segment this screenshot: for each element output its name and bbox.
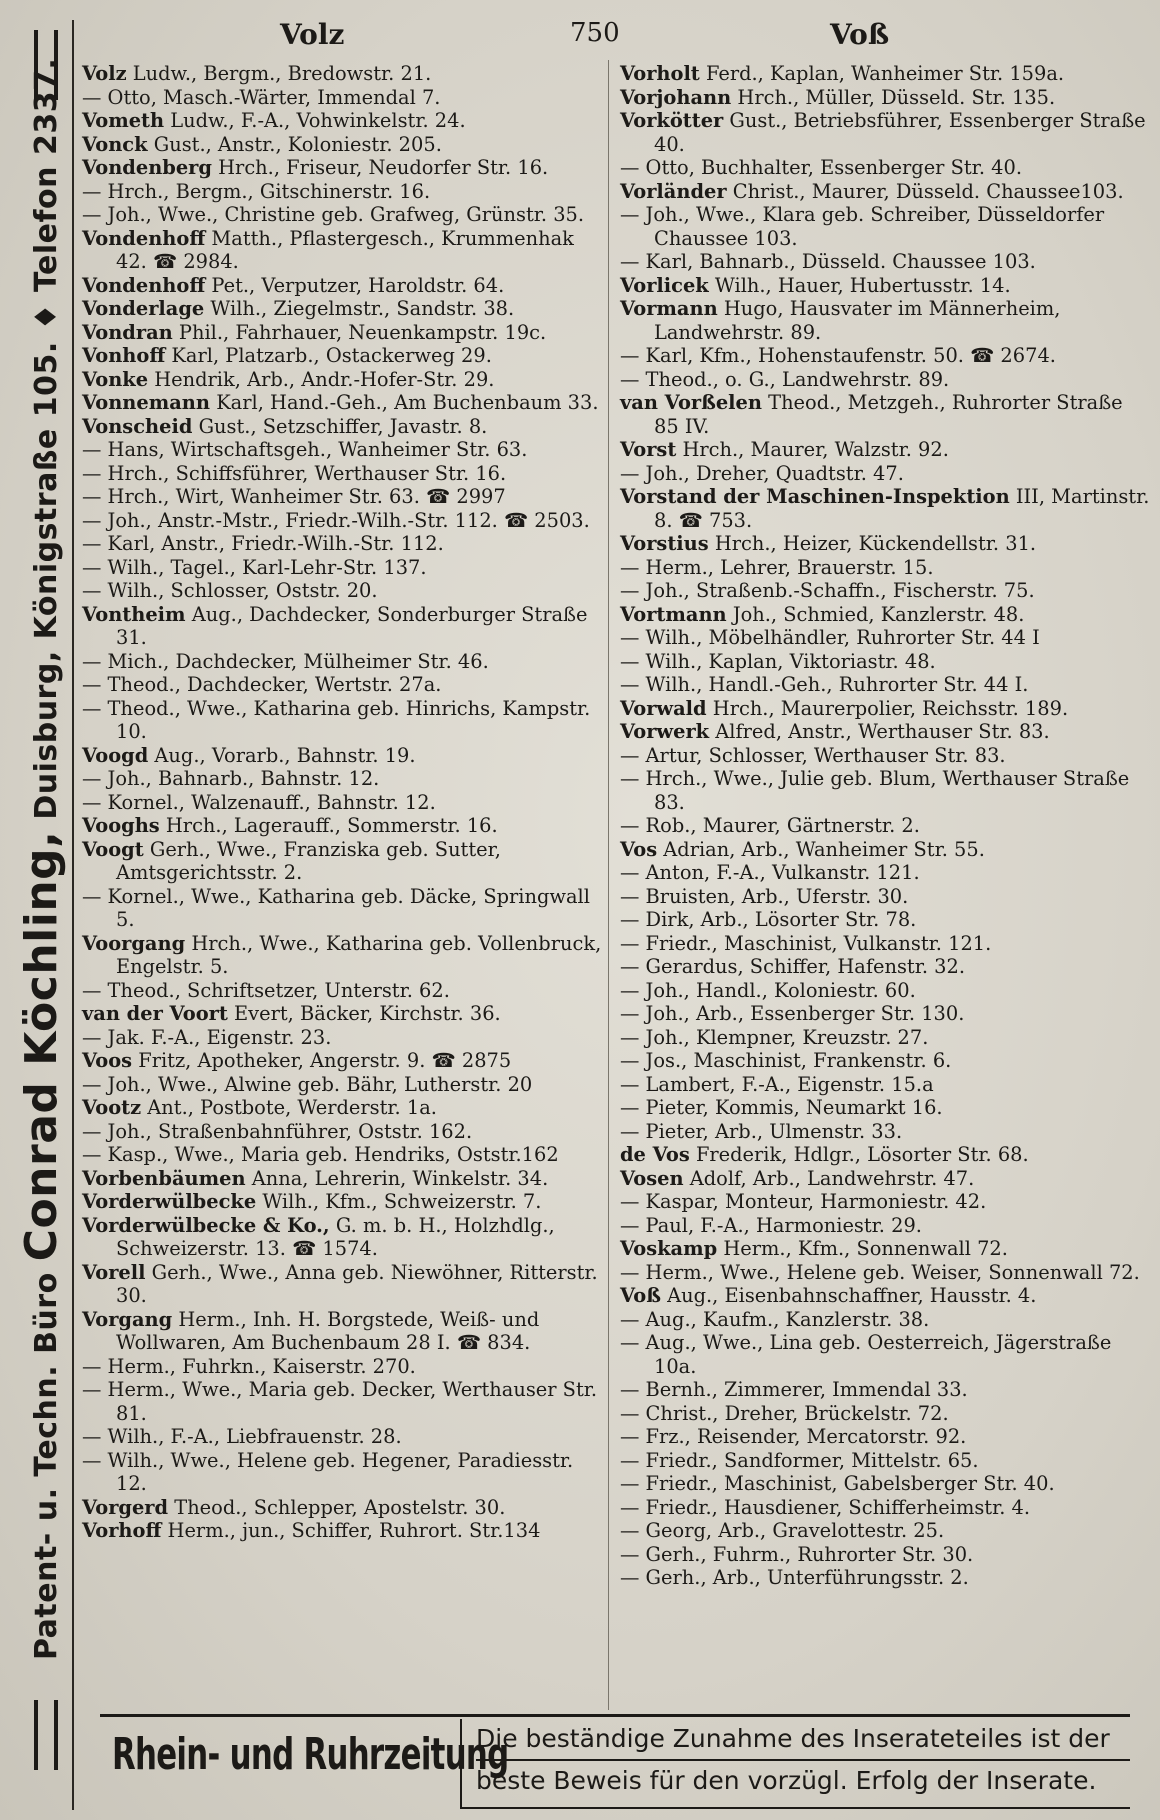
entry-surname: Vorländer xyxy=(620,179,727,203)
entry-surname: Vonke xyxy=(82,367,149,391)
entry-details: Evert, Bäcker, Kirchstr. 36. xyxy=(234,1002,501,1025)
directory-entry xyxy=(82,1496,602,1520)
directory-entry xyxy=(82,344,602,368)
directory-entry xyxy=(82,791,602,815)
entry-surname: Vos xyxy=(620,837,658,861)
entry-surname: Vonhoff xyxy=(82,344,166,367)
entry-details: — Hrch., Wwe., Julie geb. Blum, Werthauser Straße 83. xyxy=(620,767,1130,814)
directory-entry xyxy=(620,626,1150,650)
entry-details: Gust., Anstr., Koloniestr. 205. xyxy=(153,132,442,156)
entry-surname: van der Voort xyxy=(82,1002,228,1025)
entry-details: Aug., Eisenbahnschaffner, Hausstr. 4. xyxy=(667,1284,1037,1307)
directory-entry xyxy=(620,838,1150,862)
directory-entry xyxy=(82,744,602,768)
entry-details: — Georg, Arb., Gravelottestr. 25. xyxy=(620,1519,945,1542)
entry-surname: Vooghs xyxy=(82,814,160,837)
side-ad-line-c: Duisburg, Königstraße 105. ♦ Telefon 2337. xyxy=(29,57,64,820)
entry-surname: Vorgang xyxy=(82,1307,173,1331)
directory-entry xyxy=(620,532,1150,556)
directory-entry xyxy=(620,932,1150,956)
side-ad-line-a: Patent- u. Techn. Büro xyxy=(29,1272,64,1660)
directory-entry xyxy=(620,673,1150,697)
directory-entry xyxy=(620,1402,1150,1426)
entry-details: — Pieter, Arb., Ulmenstr. 33. xyxy=(620,1119,903,1143)
entry-details: Ferd., Kaplan, Wanheimer Str. 159a. xyxy=(705,62,1065,85)
directory-entry xyxy=(620,1049,1150,1073)
directory-entry xyxy=(82,1378,602,1425)
directory-entry xyxy=(620,579,1150,603)
entry-surname: Vondenhoff xyxy=(82,226,206,250)
directory-entry xyxy=(82,838,602,885)
directory-entry xyxy=(82,1449,602,1496)
entry-details: — Wilh., Kaplan, Viktoriastr. 48. xyxy=(620,649,936,673)
entry-details: — Christ., Dreher, Brückelstr. 72. xyxy=(620,1401,949,1425)
directory-entry xyxy=(82,1120,602,1144)
entry-surname: Vorbenbäumen xyxy=(82,1166,246,1190)
entry-details: Herm., Kfm., Sonnenwall 72. xyxy=(723,1237,1008,1260)
entry-details: — Jak. F.-A., Eigenstr. 23. xyxy=(82,1025,332,1049)
entry-details: — Bernh., Zimmerer, Immendal 33. xyxy=(620,1378,968,1401)
entry-details: — Karl, Bahnarb., Düsseld. Chaussee 103. xyxy=(620,250,1036,273)
entry-details: Fritz, Apotheker, Angerstr. 9. ☎ 2875 xyxy=(138,1049,512,1072)
entry-surname: Voorgang xyxy=(82,931,186,955)
entry-details: — Karl, Anstr., Friedr.-Wilh.-Str. 112. xyxy=(82,532,444,555)
header-left-keyword: Volz xyxy=(280,18,345,51)
entry-surname: Vorjohann xyxy=(620,85,732,109)
directory-entry xyxy=(82,133,602,157)
entry-details: Christ., Maurer, Düsseld. Chaussee103. xyxy=(732,179,1124,203)
entry-details: — Wilh., Schlosser, Oststr. 20. xyxy=(82,579,378,602)
entry-surname: Vonck xyxy=(82,132,148,156)
directory-entry xyxy=(620,1284,1150,1308)
directory-entry xyxy=(620,1026,1150,1050)
entry-details: — Joh., Wwe., Klara geb. Schreiber, Düsseldorfer Chaussee 103. xyxy=(620,203,1105,250)
entry-details: Gerh., Wwe., Anna geb. Niewöhner, Ritterstr. 30. xyxy=(116,1260,598,1307)
entry-details: — Mich., Dachdecker, Mülheimer Str. 46. xyxy=(82,649,489,673)
directory-entry xyxy=(620,979,1150,1003)
directory-entry xyxy=(82,462,602,486)
directory-entry xyxy=(620,297,1150,344)
directory-entry xyxy=(82,227,602,274)
ad-line-2: beste Beweis für den vorzügl. Erfolg der Inserate. xyxy=(476,1766,1097,1795)
directory-entry xyxy=(620,1519,1150,1543)
entry-details: — Wilh., Handl.-Geh., Ruhrorter Str. 44 I. xyxy=(620,673,1029,696)
directory-entry xyxy=(82,1214,602,1261)
entry-details: Gerh., Wwe., Franziska geb. Sutter, Amtsgerichtsstr. 2. xyxy=(116,837,501,884)
entry-surname: Voogd xyxy=(82,743,149,767)
entry-surname: Vormann xyxy=(620,297,718,320)
directory-entry xyxy=(620,1167,1150,1191)
entry-surname: Vometh xyxy=(82,109,165,132)
entry-details: Alfred, Anstr., Werthauser Str. 83. xyxy=(715,720,1050,743)
directory-entry xyxy=(620,1331,1150,1378)
entry-surname: Vorgerd xyxy=(82,1495,169,1519)
entry-details: — Kornel., Walzenauff., Bahnstr. 12. xyxy=(82,790,436,814)
entry-details: Hrch., Wwe., Katharina geb. Vollenbruck, Engelstr. 5. xyxy=(116,931,602,978)
entry-details: — Joh., Straßenb.-Schaffn., Fischerstr. 75. xyxy=(620,579,1035,602)
entry-details: — Herm., Fuhrkn., Kaiserstr. 270. xyxy=(82,1354,416,1378)
directory-entry xyxy=(620,203,1150,250)
entry-details: — Theod., Dachdecker, Wertstr. 27a. xyxy=(82,673,442,696)
page-number: 750 xyxy=(570,18,620,48)
entry-details: — Theod., o. G., Landwehrstr. 89. xyxy=(620,367,950,391)
side-ornament-bottom xyxy=(34,1700,58,1770)
directory-entry xyxy=(620,1261,1150,1285)
directory-entry xyxy=(82,391,602,415)
directory-entry xyxy=(620,62,1150,86)
directory-entry xyxy=(82,156,602,180)
entry-details: — Jos., Maschinist, Frankenstr. 6. xyxy=(620,1049,952,1072)
entry-details: Joh., Schmied, Kanzlerstr. 48. xyxy=(732,602,1025,626)
entry-surname: Vorderwülbecke xyxy=(82,1190,257,1213)
directory-entry xyxy=(82,109,602,133)
entry-surname: Vonnemann xyxy=(82,391,211,414)
entry-details: Karl, Platzarb., Ostackerweg 29. xyxy=(171,344,492,367)
directory-entry xyxy=(620,250,1150,274)
page-header xyxy=(90,10,1140,58)
entry-details: — Gerh., Arb., Unterführungsstr. 2. xyxy=(620,1566,969,1589)
entry-details: — Otto, Buchhalter, Essenberger Str. 40. xyxy=(620,156,1022,179)
entry-details: — Joh., Straßenbahnführer, Oststr. 162. xyxy=(82,1119,473,1143)
entry-surname: Vondran xyxy=(82,320,173,344)
column-divider xyxy=(608,60,609,1710)
entry-details: Ant., Postbote, Werderstr. 1a. xyxy=(147,1096,437,1119)
entry-details: G. m. b. H., Holzhdlg., Schweizerstr. 13. ☎ 1574. xyxy=(116,1213,555,1260)
directory-entry xyxy=(82,438,602,462)
directory-entry xyxy=(82,1190,602,1214)
side-ad-text xyxy=(12,57,72,1660)
entry-surname: Voß xyxy=(620,1284,661,1307)
entry-details: — Joh., Anstr.-Mstr., Friedr.-Wilh.-Str. 112. ☎ 2503. xyxy=(82,508,590,532)
directory-entry xyxy=(82,368,602,392)
entry-details: — Hrch., Wirt, Wanheimer Str. 63. ☎ 2997 xyxy=(82,485,506,508)
entry-surname: Vorst xyxy=(620,438,677,461)
directory-entry xyxy=(620,1566,1150,1590)
entry-surname: Vorholt xyxy=(620,62,700,85)
side-advertisement xyxy=(0,0,80,1820)
directory-entry xyxy=(620,180,1150,204)
directory-entry xyxy=(620,1543,1150,1567)
directory-entry xyxy=(620,274,1150,298)
directory-entry xyxy=(620,1002,1150,1026)
directory-entry xyxy=(82,1308,602,1355)
entry-surname: Vorwerk xyxy=(620,720,710,743)
directory-entry xyxy=(82,650,602,674)
entry-details: Hugo, Hausvater im Männerheim, Landwehrstr. 89. xyxy=(654,297,1061,344)
entry-details: Hrch., Müller, Düsseld. Str. 135. xyxy=(737,85,1056,109)
entry-surname: Vortmann xyxy=(620,602,727,626)
directory-entry xyxy=(620,1120,1150,1144)
entry-surname: de Vos xyxy=(620,1143,690,1166)
directory-entry xyxy=(620,156,1150,180)
directory-entry xyxy=(82,274,602,298)
directory-entry xyxy=(620,1496,1150,1520)
entry-details: — Herm., Wwe., Maria geb. Decker, Werthauser Str. 81. xyxy=(82,1378,598,1425)
entry-details: — Joh., Dreher, Quadtstr. 47. xyxy=(620,461,904,485)
entry-details: — Kornel., Wwe., Katharina geb. Däcke, Springwall 5. xyxy=(82,884,590,931)
entry-surname: Vorwald xyxy=(620,696,707,720)
entry-details: — Bruisten, Arb., Uferstr. 30. xyxy=(620,884,909,908)
entry-surname: Vosen xyxy=(620,1166,684,1190)
entry-details: — Friedr., Sandformer, Mittelstr. 65. xyxy=(620,1448,979,1472)
entry-details: — Theod., Schriftsetzer, Unterstr. 62. xyxy=(82,978,450,1002)
directory-entry xyxy=(82,1049,602,1073)
entry-surname: Voskamp xyxy=(620,1237,718,1260)
entry-surname: Vondenhoff xyxy=(82,273,206,297)
entry-surname: Vonscheid xyxy=(82,414,193,438)
entry-surname: Vorkötter xyxy=(620,109,724,132)
entry-details: — Joh., Klempner, Kreuzstr. 27. xyxy=(620,1025,929,1049)
entry-details: — Joh., Bahnarb., Bahnstr. 12. xyxy=(82,767,380,790)
entry-details: — Joh., Handl., Koloniestr. 60. xyxy=(620,978,916,1002)
directory-entry xyxy=(620,1143,1150,1167)
right-column xyxy=(620,62,1150,1590)
entry-details: Phil., Fahrhauer, Neuenkampstr. 19c. xyxy=(178,320,547,344)
entry-details: — Friedr., Hausdiener, Schifferheimstr. 4. xyxy=(620,1495,1031,1519)
directory-entry xyxy=(82,1261,602,1308)
entry-details: Wilh., Hauer, Hubertusstr. 14. xyxy=(714,273,1011,297)
directory-entry xyxy=(82,1519,602,1543)
directory-entry xyxy=(82,932,602,979)
directory-entry xyxy=(82,532,602,556)
directory-entry xyxy=(620,485,1150,532)
entry-details: — Dirk, Arb., Lösorter Str. 78. xyxy=(620,908,917,931)
entry-details: — Wilh., F.-A., Liebfrauenstr. 28. xyxy=(82,1425,402,1448)
directory-entry xyxy=(620,861,1150,885)
entry-details: — Aug., Kaufm., Kanzlerstr. 38. xyxy=(620,1307,930,1331)
entry-details: — Aug., Wwe., Lina geb. Oesterreich, Jägerstraße 10a. xyxy=(620,1331,1112,1378)
entry-details: Pet., Verputzer, Haroldstr. 64. xyxy=(211,273,505,297)
entry-details: III, Martinstr. 8. ☎ 753. xyxy=(654,485,1150,532)
entry-details: Herm., jun., Schiffer, Ruhrort. Str.134 xyxy=(167,1519,541,1542)
entry-surname: Volz xyxy=(82,62,127,85)
directory-entry xyxy=(82,1425,602,1449)
entry-details: Hendrik, Arb., Andr.-Hofer-Str. 29. xyxy=(154,367,495,391)
entry-surname: Vontheim xyxy=(82,602,186,626)
directory-entry xyxy=(620,86,1150,110)
entry-details: — Herm., Lehrer, Brauerstr. 15. xyxy=(620,555,934,579)
entry-details: Hrch., Maurer, Walzstr. 92. xyxy=(682,438,949,461)
entry-details: Hrch., Heizer, Kückendellstr. 31. xyxy=(714,532,1037,555)
directory-entry xyxy=(620,1449,1150,1473)
entry-surname: Voogt xyxy=(82,837,144,861)
entry-details: Gust., Setzschiffer, Javastr. 8. xyxy=(198,414,488,438)
directory-entry xyxy=(620,1378,1150,1402)
entry-surname: Vorstand der Maschinen-Inspektion xyxy=(620,485,1010,508)
directory-entry xyxy=(620,908,1150,932)
directory-entry xyxy=(82,1073,602,1097)
entry-details: Hrch., Lagerauff., Sommerstr. 16. xyxy=(165,814,498,837)
directory-entry xyxy=(620,1073,1150,1097)
entry-surname: Vorhoff xyxy=(82,1519,162,1542)
directory-entry xyxy=(82,697,602,744)
directory-entry xyxy=(620,462,1150,486)
entry-details: — Wilh., Tagel., Karl-Lehr-Str. 137. xyxy=(82,555,427,579)
entry-details: — Otto, Masch.-Wärter, Immendal 7. xyxy=(82,85,441,109)
entry-details: — Friedr., Maschinist, Gabelsberger Str. 40. xyxy=(620,1472,1055,1495)
entry-details: Herm., Inh. H. Borgstede, Weiß- und Wollwaren, Am Buchenbaum 28 I. ☎ 834. xyxy=(116,1307,540,1354)
side-ad-line-b: Conrad Köchling, xyxy=(16,830,67,1262)
directory-entry xyxy=(620,1096,1150,1120)
directory-entry xyxy=(82,203,602,227)
footer-advertisement xyxy=(100,1714,1130,1815)
directory-entry xyxy=(82,1096,602,1120)
entry-details: — Hrch., Bergm., Gitschinerstr. 16. xyxy=(82,179,431,203)
directory-entry xyxy=(82,415,602,439)
entry-details: — Pieter, Kommis, Neumarkt 16. xyxy=(620,1096,943,1119)
entry-surname: Vootz xyxy=(82,1096,142,1119)
directory-entry xyxy=(82,1002,602,1026)
directory-entry xyxy=(620,814,1150,838)
entry-details: — Lambert, F.-A., Eigenstr. 15.a xyxy=(620,1072,934,1096)
entry-details: — Joh., Wwe., Alwine geb. Bähr, Lutherstr. 20 xyxy=(82,1072,533,1096)
directory-entry xyxy=(82,579,602,603)
directory-entry xyxy=(82,603,602,650)
entry-details: Aug., Vorarb., Bahnstr. 19. xyxy=(154,743,416,767)
directory-entry xyxy=(82,556,602,580)
entry-details: — Hrch., Schiffsführer, Werthauser Str. 16. xyxy=(82,461,507,485)
directory-entry xyxy=(620,1237,1150,1261)
entry-surname: Vorstius xyxy=(620,532,709,555)
directory-entry xyxy=(82,767,602,791)
directory-entry xyxy=(620,1190,1150,1214)
directory-entry xyxy=(82,814,602,838)
directory-entry xyxy=(82,86,602,110)
directory-entry xyxy=(620,1425,1150,1449)
entry-details: — Friedr., Maschinist, Vulkanstr. 121. xyxy=(620,931,992,955)
directory-entry xyxy=(82,673,602,697)
entry-details: — Paul, F.-A., Harmoniestr. 29. xyxy=(620,1213,922,1237)
entry-details: — Gerardus, Schiffer, Hafenstr. 32. xyxy=(620,955,966,978)
directory-entry xyxy=(82,1355,602,1379)
entry-details: — Kasp., Wwe., Maria geb. Hendriks, Oststr.162 xyxy=(82,1143,559,1166)
entry-details: — Wilh., Wwe., Helene geb. Hegener, Paradiesstr. 12. xyxy=(82,1448,574,1495)
entry-details: Theod., Metzgeh., Ruhrorter Straße 85 IV. xyxy=(654,391,1123,438)
directory-entry xyxy=(82,321,602,345)
side-divider xyxy=(72,20,74,1810)
ad-line-1: Die beständige Zunahme des Inserateteiles ist der xyxy=(476,1719,1130,1761)
directory-entry xyxy=(82,885,602,932)
entry-details: Hrch., Maurerpolier, Reichsstr. 189. xyxy=(712,696,1069,720)
entry-details: — Anton, F.-A., Vulkanstr. 121. xyxy=(620,861,920,884)
entry-surname: Voos xyxy=(82,1049,133,1072)
newspaper-brand: Rhein- und Ruhrzeitung xyxy=(112,1729,509,1780)
directory-entry xyxy=(620,1214,1150,1238)
entry-surname: Vorell xyxy=(82,1260,146,1284)
entry-details: — Hans, Wirtschaftsgeh., Wanheimer Str. 63. xyxy=(82,438,528,461)
entry-details: — Joh., Wwe., Christine geb. Grafweg, Grünstr. 35. xyxy=(82,203,585,226)
directory-entry xyxy=(82,180,602,204)
entry-details: Anna, Lehrerin, Winkelstr. 34. xyxy=(251,1166,549,1190)
directory-entry xyxy=(82,62,602,86)
entry-details: — Rob., Maurer, Gärtnerstr. 2. xyxy=(620,814,920,837)
entry-details: — Wilh., Möbelhändler, Ruhrorter Str. 44 I xyxy=(620,626,1040,649)
directory-entry xyxy=(620,438,1150,462)
directory-entry xyxy=(620,368,1150,392)
directory-entry xyxy=(620,697,1150,721)
ad-box xyxy=(460,1719,1130,1809)
entry-details: Frederik, Hdlgr., Lösorter Str. 68. xyxy=(695,1143,1029,1166)
directory-entry xyxy=(82,979,602,1003)
entry-details: Karl, Hand.-Geh., Am Buchenbaum 33. xyxy=(216,391,599,414)
entry-surname: Vonderlage xyxy=(82,297,205,320)
directory-entry xyxy=(620,391,1150,438)
entry-details: — Gerh., Fuhrm., Ruhrorter Str. 30. xyxy=(620,1542,974,1566)
entry-details: Theod., Schlepper, Apostelstr. 30. xyxy=(174,1495,506,1519)
directory-entry xyxy=(620,885,1150,909)
entry-surname: Vondenberg xyxy=(82,156,212,179)
directory-entry xyxy=(620,1308,1150,1332)
entry-details: — Karl, Kfm., Hohenstaufenstr. 50. ☎ 2674. xyxy=(620,344,1056,367)
entry-details: — Joh., Arb., Essenberger Str. 130. xyxy=(620,1002,965,1025)
directory-entry xyxy=(82,485,602,509)
directory-entry xyxy=(620,955,1150,979)
entry-details: Gust., Betriebsführer, Essenberger Straße 40. xyxy=(654,109,1146,156)
entry-details: Matth., Pflastergesch., Krummenhak 42. ☎ 2984. xyxy=(116,226,574,273)
entry-details: — Frz., Reisender, Mercatorstr. 92. xyxy=(620,1425,967,1448)
directory-entry xyxy=(620,650,1150,674)
directory-entry xyxy=(82,509,602,533)
entry-details: Adolf, Arb., Landwehrstr. 47. xyxy=(689,1166,975,1190)
entry-details: — Kaspar, Monteur, Harmoniestr. 42. xyxy=(620,1190,987,1213)
entry-surname: van Vorßelen xyxy=(620,391,762,414)
entry-surname: Vorlicek xyxy=(620,273,709,297)
entry-details: Wilh., Ziegelmstr., Sandstr. 38. xyxy=(210,297,515,320)
directory-entry xyxy=(620,767,1150,814)
entry-details: Adrian, Arb., Wanheimer Str. 55. xyxy=(663,837,985,861)
entry-details: Ludw., F.-A., Vohwinkelstr. 24. xyxy=(170,109,466,132)
directory-entry xyxy=(82,1026,602,1050)
left-column xyxy=(82,62,602,1543)
directory-entry xyxy=(620,556,1150,580)
header-right-keyword: Voß xyxy=(830,18,890,51)
directory-entry xyxy=(82,297,602,321)
entry-details: — Herm., Wwe., Helene geb. Weiser, Sonnenwall 72. xyxy=(620,1260,1140,1284)
entry-details: Hrch., Friseur, Neudorfer Str. 16. xyxy=(218,156,549,179)
directory-entry xyxy=(82,1143,602,1167)
directory-entry xyxy=(620,109,1150,156)
directory-entry xyxy=(620,1472,1150,1496)
entry-details: Aug., Dachdecker, Sonderburger Straße 31. xyxy=(116,602,588,649)
entry-details: — Theod., Wwe., Katharina geb. Hinrichs, Kampstr. 10. xyxy=(82,696,591,743)
entry-details: Ludw., Bergm., Bredowstr. 21. xyxy=(132,62,432,85)
directory-entry xyxy=(620,720,1150,744)
directory-entry xyxy=(620,744,1150,768)
directory-entry xyxy=(82,1167,602,1191)
directory-entry xyxy=(620,603,1150,627)
entry-details: Wilh., Kfm., Schweizerstr. 7. xyxy=(262,1190,542,1213)
entry-details: — Artur, Schlosser, Werthauser Str. 83. xyxy=(620,743,1006,767)
directory-entry xyxy=(620,344,1150,368)
entry-surname: Vorderwülbecke & Ko., xyxy=(82,1213,330,1237)
